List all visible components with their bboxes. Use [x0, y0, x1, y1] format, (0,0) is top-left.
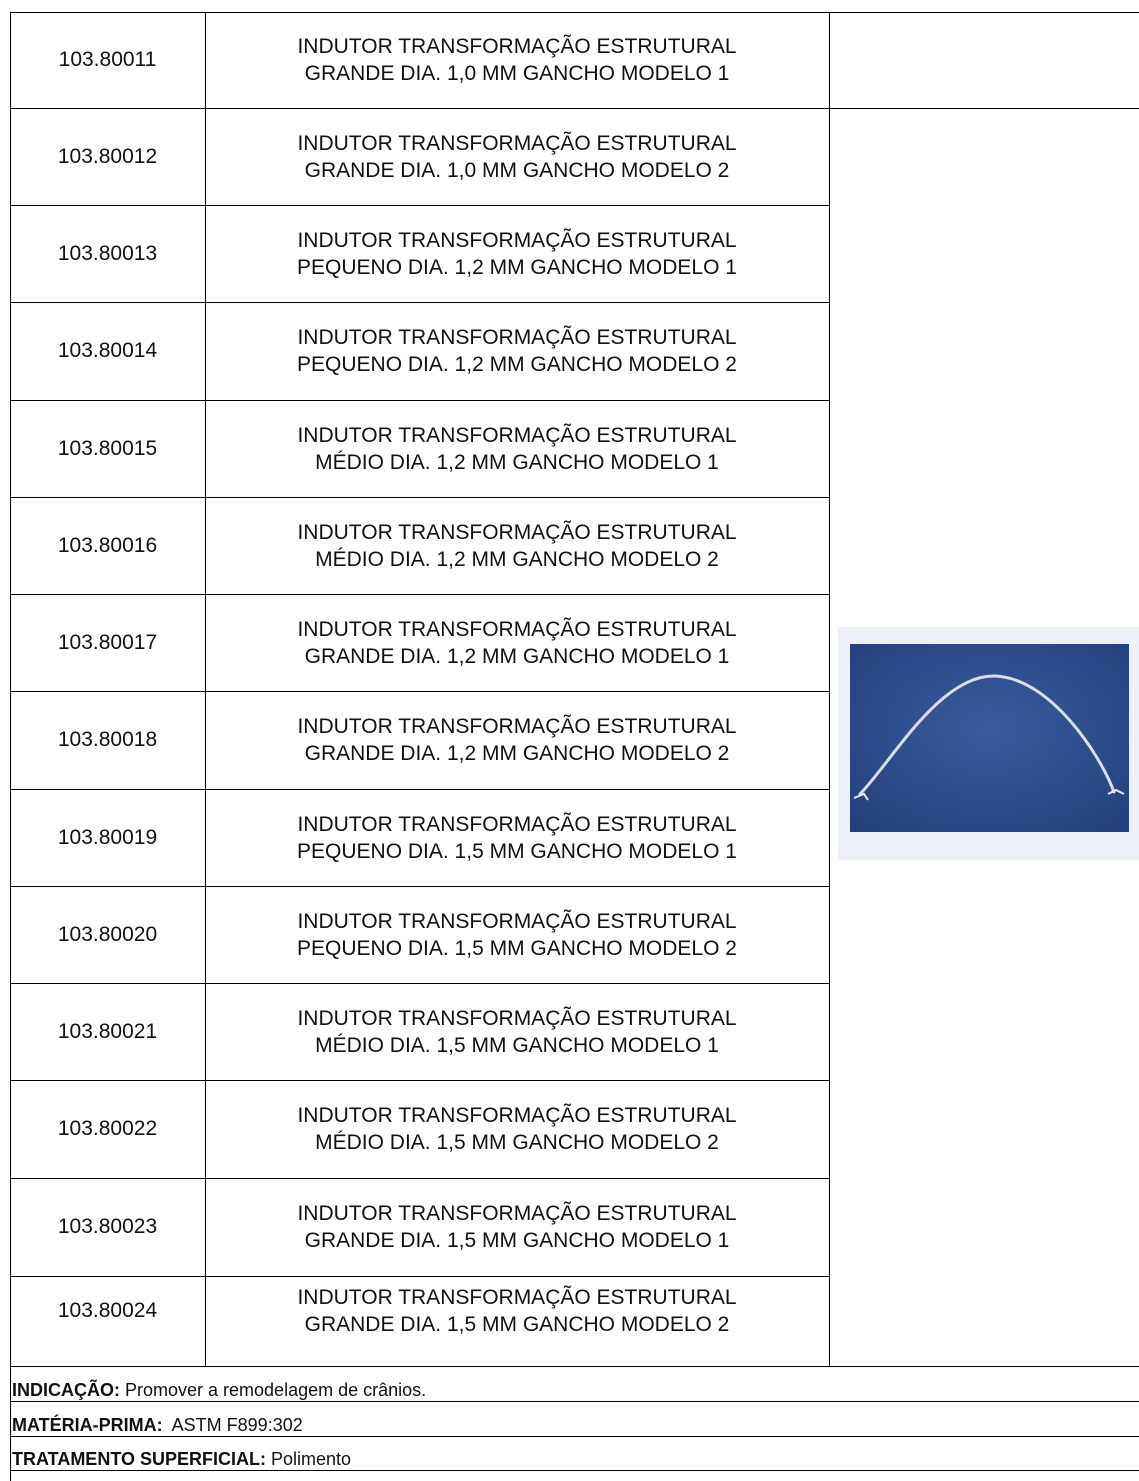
- description-line-1: INDUTOR TRANSFORMAÇÃO ESTRUTURAL: [297, 131, 737, 155]
- description-line-2: PEQUENO DIA. 1,2 MM GANCHO MODELO 2: [297, 353, 737, 376]
- grid-line: [10, 1401, 1139, 1402]
- product-description: [206, 983, 828, 1080]
- description-line-2: GRANDE DIA. 1,5 MM GANCHO MODELO 1: [304, 1229, 730, 1252]
- product-code: 103.80017: [57, 630, 158, 654]
- product-description: [206, 1080, 828, 1178]
- description-line-1: INDUTOR TRANSFORMAÇÃO ESTRUTURAL: [297, 617, 737, 641]
- product-code: 103.80020: [57, 922, 158, 946]
- product-photo: [850, 644, 1129, 832]
- product-description: [206, 1178, 828, 1276]
- product-photo-frame: [838, 627, 1139, 860]
- description-line-2: MÉDIO DIA. 1,2 MM GANCHO MODELO 2: [315, 547, 719, 571]
- description-line-2: GRANDE DIA. 1,0 MM GANCHO MODELO 1: [304, 62, 730, 85]
- description-line-2: GRANDE DIA. 1,5 MM GANCHO MODELO 2: [304, 1313, 730, 1336]
- product-code: 103.80021: [57, 1019, 158, 1043]
- product-code: 103.80012: [57, 144, 158, 168]
- product-code: 103.80023: [57, 1215, 158, 1238]
- description-line-1: INDUTOR TRANSFORMAÇÃO ESTRUTURAL: [297, 909, 737, 933]
- description-line-1: INDUTOR TRANSFORMAÇÃO ESTRUTURAL: [297, 1006, 737, 1030]
- product-description: [206, 108, 828, 205]
- product-code: 103.80024: [57, 1299, 158, 1322]
- product-description: [206, 400, 828, 497]
- indicacao-row: [12, 1379, 426, 1401]
- description-line-2: PEQUENO DIA. 1,5 MM GANCHO MODELO 1: [297, 839, 737, 863]
- description-line-2: PEQUENO DIA. 1,2 MM GANCHO MODELO 1: [297, 255, 737, 279]
- materia-prima-value: ASTM F899:302: [162, 1415, 303, 1435]
- description-line-1: INDUTOR TRANSFORMAÇÃO ESTRUTURAL: [297, 1202, 737, 1225]
- description-line-1: INDUTOR TRANSFORMAÇÃO ESTRUTURAL: [297, 326, 737, 349]
- product-description: [206, 302, 828, 400]
- indicacao-value: Promover a remodelagem de crânios.: [120, 1380, 427, 1400]
- product-code: 103.80013: [57, 241, 158, 265]
- tratamento-label: TRATAMENTO SUPERFICIAL:: [12, 1449, 266, 1469]
- description-line-2: MÉDIO DIA. 1,5 MM GANCHO MODELO 2: [315, 1131, 719, 1154]
- description-line-2: MÉDIO DIA. 1,5 MM GANCHO MODELO 1: [315, 1033, 719, 1057]
- description-line-2: GRANDE DIA. 1,0 MM GANCHO MODELO 2: [304, 158, 730, 182]
- description-line-1: INDUTOR TRANSFORMAÇÃO ESTRUTURAL: [297, 812, 737, 836]
- tratamento-value: Polimento: [266, 1449, 352, 1469]
- description-line-1: INDUTOR TRANSFORMAÇÃO ESTRUTURAL: [297, 520, 737, 544]
- product-code: 103.80016: [57, 533, 158, 557]
- description-line-1: INDUTOR TRANSFORMAÇÃO ESTRUTURAL: [297, 423, 737, 447]
- product-description: [206, 1276, 828, 1346]
- product-description: [206, 205, 828, 302]
- description-line-2: PEQUENO DIA. 1,5 MM GANCHO MODELO 2: [297, 936, 737, 960]
- product-code: 103.80015: [57, 436, 158, 460]
- description-line-1: INDUTOR TRANSFORMAÇÃO ESTRUTURAL: [297, 1286, 737, 1309]
- description-line-2: GRANDE DIA. 1,2 MM GANCHO MODELO 2: [304, 742, 730, 765]
- description-line-1: INDUTOR TRANSFORMAÇÃO ESTRUTURAL: [297, 228, 737, 252]
- description-line-1: INDUTOR TRANSFORMAÇÃO ESTRUTURAL: [297, 1104, 737, 1127]
- product-description: [206, 12, 828, 108]
- product-code: 103.80014: [57, 339, 158, 362]
- product-description: [206, 789, 828, 886]
- product-code: 103.80022: [57, 1117, 158, 1140]
- product-description: [206, 594, 828, 691]
- grid-line: [10, 1366, 1139, 1367]
- grid-line: [829, 12, 830, 1366]
- product-code: 103.80018: [57, 728, 158, 751]
- description-line-1: INDUTOR TRANSFORMAÇÃO ESTRUTURAL: [297, 35, 737, 58]
- materia-prima-label: MATÉRIA-PRIMA:: [12, 1415, 163, 1435]
- description-line-2: GRANDE DIA. 1,2 MM GANCHO MODELO 1: [304, 644, 730, 668]
- description-line-2: MÉDIO DIA. 1,2 MM GANCHO MODELO 1: [315, 450, 719, 474]
- product-code: 103.80011: [58, 48, 157, 71]
- product-description: [206, 691, 828, 789]
- grid-line: [10, 1470, 1139, 1471]
- description-line-1: INDUTOR TRANSFORMAÇÃO ESTRUTURAL: [297, 715, 737, 738]
- product-description: [206, 886, 828, 983]
- product-description: [206, 497, 828, 594]
- materia-prima-row: [12, 1414, 303, 1436]
- tratamento-row: [12, 1448, 351, 1470]
- product-code: 103.80019: [57, 825, 158, 849]
- indicacao-label: INDICAÇÃO:: [12, 1380, 120, 1400]
- grid-line: [10, 1436, 1139, 1437]
